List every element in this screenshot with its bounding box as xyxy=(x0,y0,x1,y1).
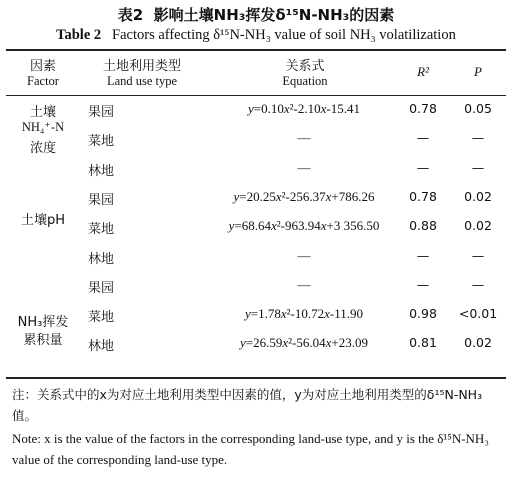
row-2-land: 菜地 xyxy=(88,134,115,150)
row-1-equation: y=0.10x²-2.10x-15.41 xyxy=(247,101,361,116)
row-6-r2: — xyxy=(416,247,430,263)
row-3-p: — xyxy=(471,159,485,175)
row-9-equation: y=26.59x²-56.04x+23.09 xyxy=(239,335,369,351)
row-9-r2: 0.81 xyxy=(409,335,437,351)
row-7-equation: — xyxy=(297,276,311,292)
row-3-r2: — xyxy=(416,159,430,175)
row-3-equation: — xyxy=(297,159,311,175)
title-en-label: Table 2 xyxy=(56,27,102,43)
row-4-r2: 0.78 xyxy=(409,188,437,204)
table-title-cn xyxy=(0,4,512,25)
row-9-p: 0.02 xyxy=(464,335,492,351)
row-1-land: 果园 xyxy=(88,105,115,120)
title-cn-label: 表2 xyxy=(117,6,144,24)
header-r2: R² xyxy=(417,64,429,79)
factor-1-line-2: NH₄⁺-N xyxy=(21,120,65,134)
row-5-p: 0.02 xyxy=(464,218,492,234)
factor-3-line-1: NH₃挥发 xyxy=(17,315,69,330)
row-6-equation: — xyxy=(297,247,311,263)
title-en-text: Factors affecting δ¹⁵N-NH₃ value of soil NH₃ volatilization xyxy=(112,27,456,43)
row-5-r2: 0.88 xyxy=(409,218,437,234)
row-8-equation: y=1.78x²-10.72x-11.90 xyxy=(244,306,364,322)
header-rule xyxy=(6,95,506,96)
row-9-land: 林地 xyxy=(88,339,115,355)
header-factor-en: Factor xyxy=(27,74,59,88)
row-4-p: 0.02 xyxy=(464,188,492,204)
row-8-r2: 0.98 xyxy=(409,306,437,322)
row-4-land: 果园 xyxy=(88,192,115,208)
row-7-r2: — xyxy=(416,276,430,292)
row-2-r2: — xyxy=(416,130,430,146)
row-6-land: 林地 xyxy=(88,251,115,267)
row-6-p: — xyxy=(471,247,485,263)
row-2-p: — xyxy=(471,130,485,146)
header-land-cn: 土地利用类型 xyxy=(102,59,181,74)
bottom-rule xyxy=(6,377,506,379)
row-2-equation: — xyxy=(297,130,311,146)
header-eq-en: Equation xyxy=(282,74,328,88)
note-en: Note: x is the value of the factors in the corresponding land-use type, and y is the δ¹⁵N-NH₃ value of the corresponding land-use type. xyxy=(12,431,489,467)
row-3-land: 林地 xyxy=(88,163,115,179)
row-1-p: 0.05 xyxy=(464,101,492,116)
row-4-equation: y=20.25x²-256.37x+786.26 xyxy=(233,188,375,204)
row-8-land: 菜地 xyxy=(88,310,115,326)
note-cn: 注：关系式中的x为对应土地利用类型中因素的值，y为对应土地利用类型的δ¹⁵N-NH₃值。 xyxy=(12,387,483,423)
header-land-en: Land use type xyxy=(106,74,178,88)
row-5-land: 菜地 xyxy=(88,222,115,238)
row-5-equation: y=68.64x²-963.94x+3 356.50 xyxy=(228,218,380,234)
factor-3-line-2: 累积量 xyxy=(23,333,63,348)
row-8-p: <0.01 xyxy=(458,306,498,322)
table-title-en xyxy=(0,27,512,44)
header-eq-cn: 关系式 xyxy=(285,59,325,74)
factor-1-line-1: 土壤 xyxy=(29,105,56,120)
header-p: P xyxy=(474,64,482,79)
factor-1-line-3: 浓度 xyxy=(29,141,56,156)
row-1-r2: 0.78 xyxy=(409,101,437,116)
row-7-land: 果园 xyxy=(88,280,115,296)
title-cn-text: 影响土壤NH₃挥发δ¹⁵N-NH₃的因素 xyxy=(153,6,395,24)
row-7-p: — xyxy=(471,276,485,292)
header-factor-cn: 因素 xyxy=(29,59,56,74)
top-rule xyxy=(6,49,506,51)
factor-2-line-1: 土壤pH xyxy=(20,213,66,228)
